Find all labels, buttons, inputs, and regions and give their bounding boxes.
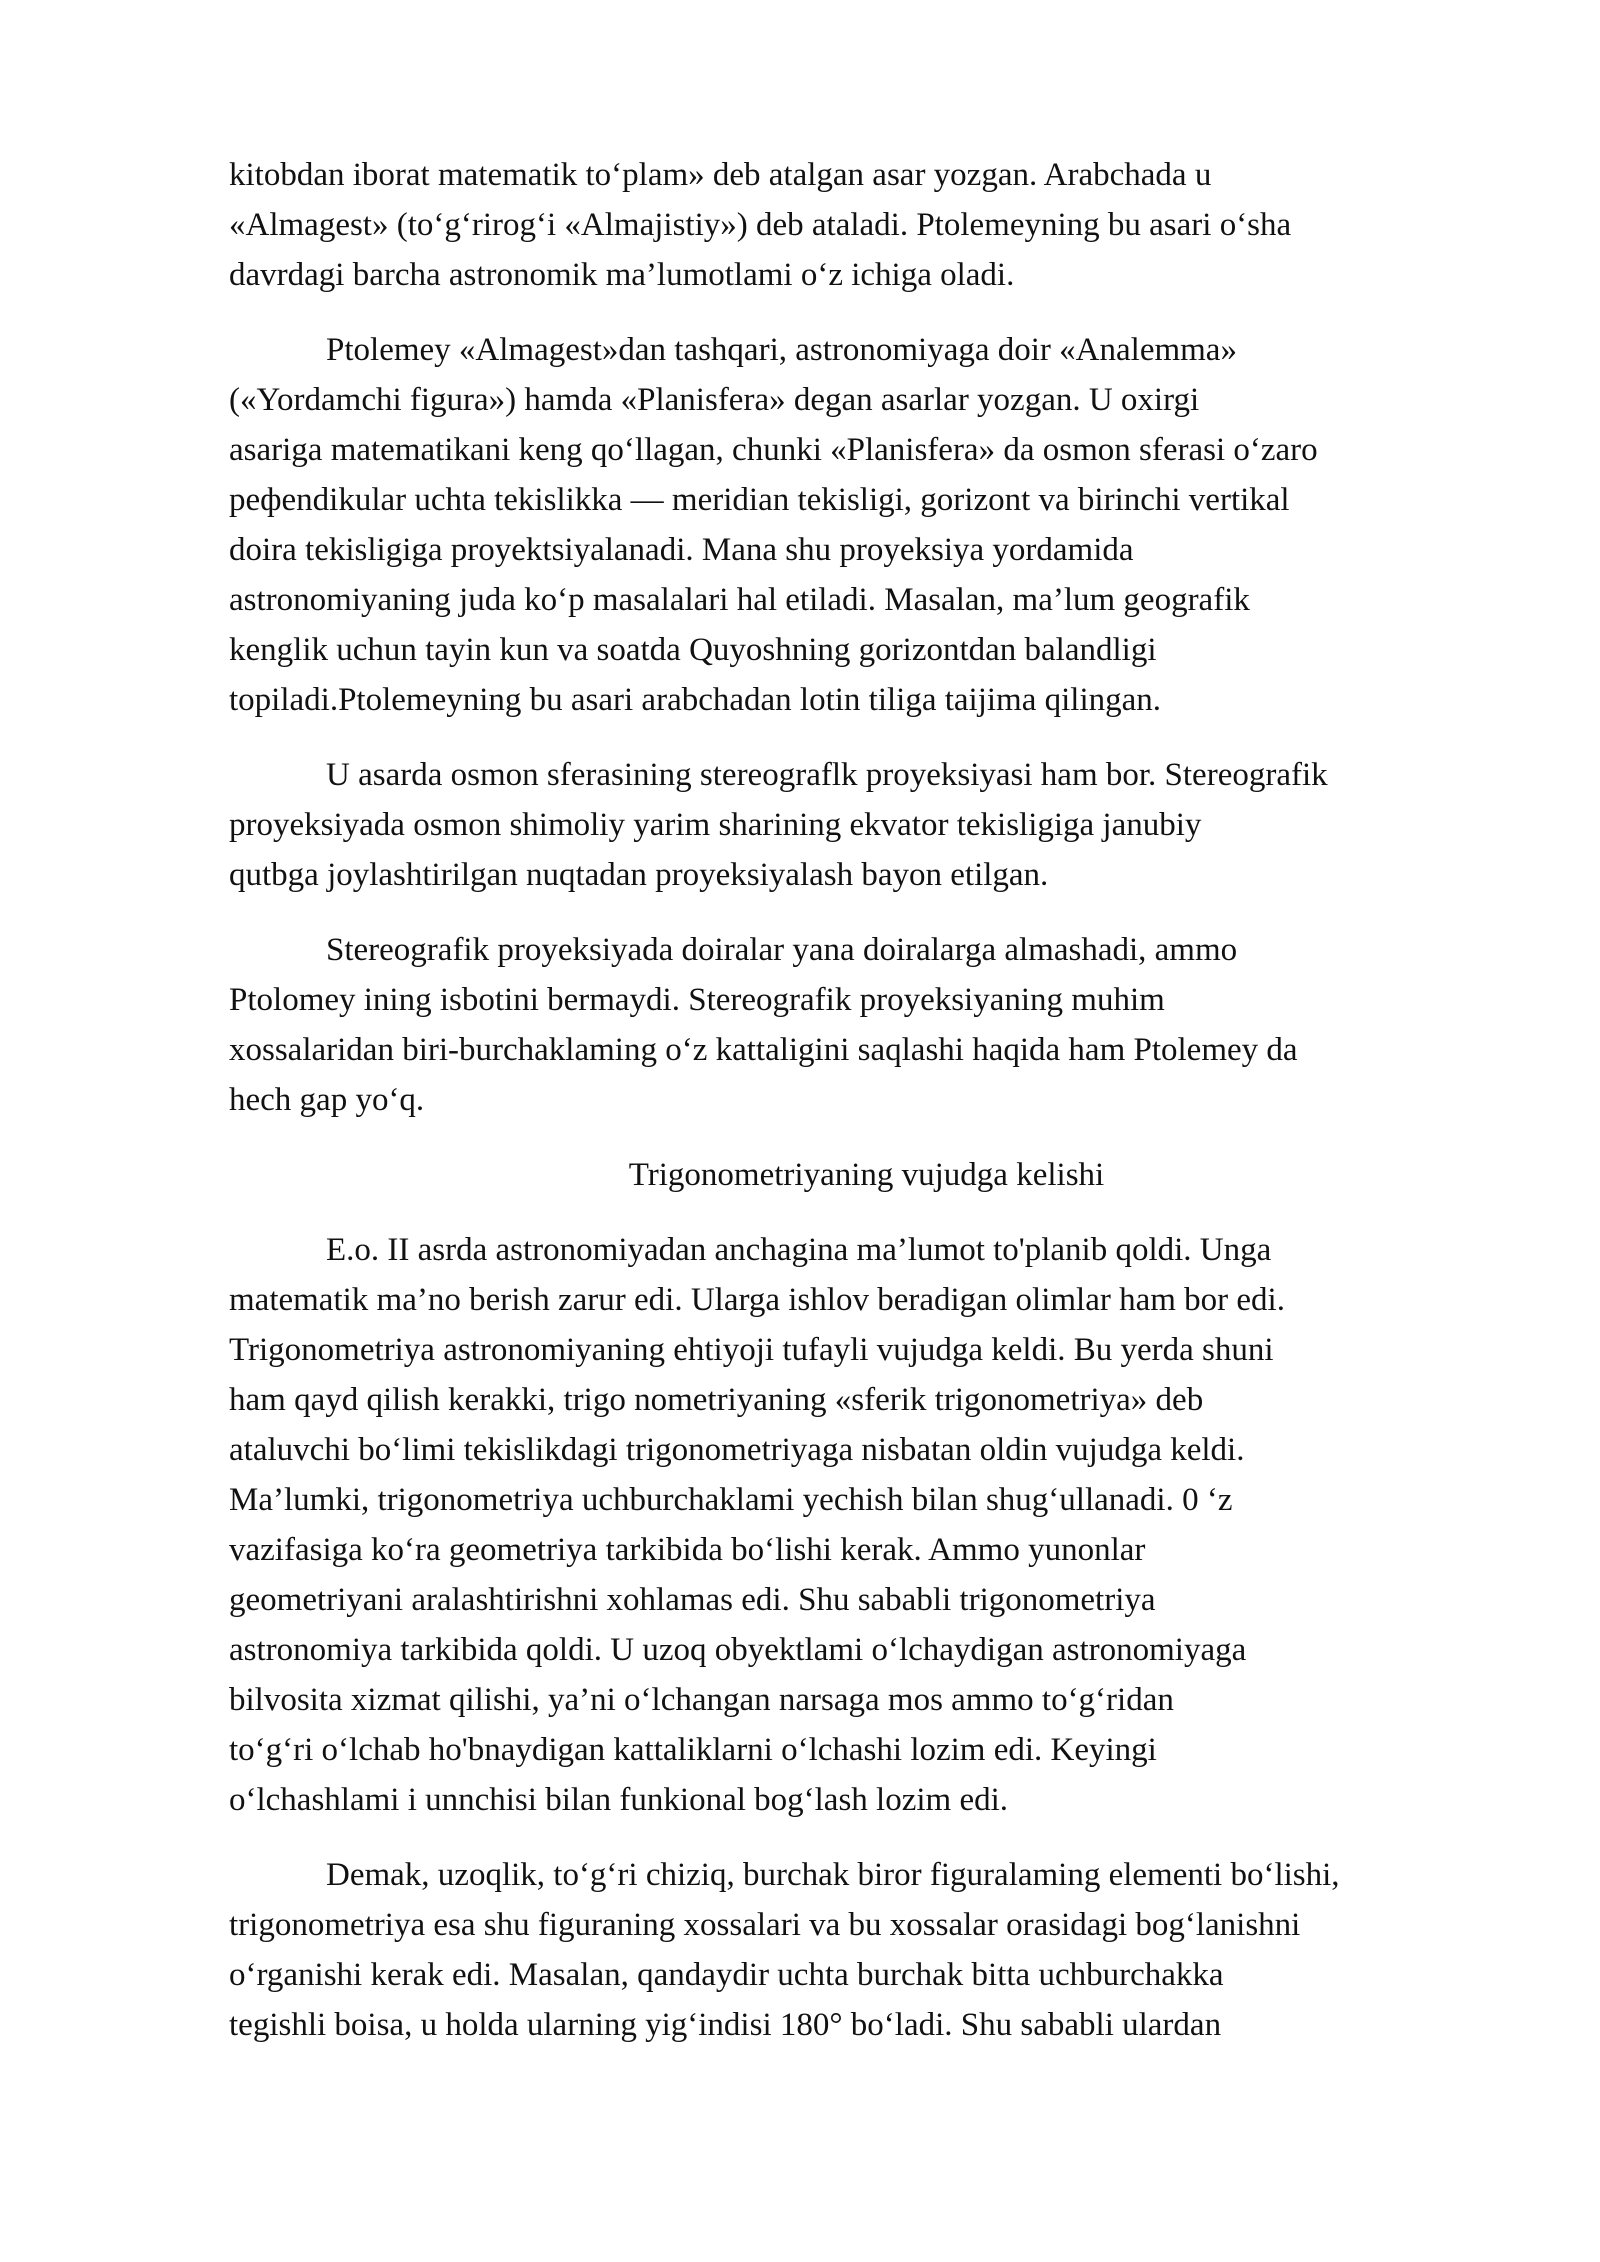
text-line: hech gap yo‘q. — [229, 1082, 425, 1118]
text-line: ataluvchi bo‘limi tekislikdagi trigonometriyaga nisbatan oldin vujudga keldi. — [229, 1432, 1245, 1468]
text-line: kenglik uchun tayin kun va soatda Quyoshning gorizontdan balandligi — [229, 632, 1157, 668]
text-line: proyeksiyada osmon shimoliy yarim sharining ekvator tekisligiga janubiy — [229, 807, 1202, 843]
text-line: Trigonometriya astronomiyaning ehtiyoji tufayli vujudga keldi. Bu yerda shuni — [229, 1332, 1274, 1368]
paragraph — [229, 1850, 1504, 2050]
text-line: U asarda osmon sferasining stereograflk proyeksiyasi ham bor. Stereografik — [326, 757, 1328, 793]
paragraph — [229, 925, 1504, 1125]
text-line: ham qayd qilish kerakki, trigo nometriyaning «sferik trigonometriya» deb — [229, 1382, 1204, 1418]
text-line: Demak, uzoqlik, to‘g‘ri chiziq, burchak biror figuralaming elementi bo‘lishi, — [326, 1857, 1340, 1893]
body-text-after-heading — [229, 1225, 1504, 2050]
text-line: asariga matematikani keng qo‘llagan, chunki «Planisfera» da osmon sferasi o‘zaro — [229, 432, 1318, 468]
text-line: o‘lchashlami i unnchisi bilan funkional bog‘lash lozim edi. — [229, 1782, 1009, 1818]
text-line: to‘g‘ri o‘lchab ho'bnaydigan kattaliklarni o‘lchashi lozim edi. Keyingi — [229, 1732, 1157, 1768]
text-line: astronomiyaning juda ko‘p masalalari hal etiladi. Masalan, ma’lum geografik — [229, 582, 1250, 618]
text-line: («Yordamchi figura») hamda «Planisfera» degan asarlar yozgan. U oxirgi — [229, 382, 1200, 418]
paragraph — [229, 150, 1504, 300]
text-line: tegishli boisa, u holda ularning yig‘indisi 180° bo‘ladi. Shu sababli ulardan — [229, 2007, 1222, 2043]
text-line: «Almagest» (to‘g‘rirog‘i «Almajistiy») deb ataladi. Ptolemeyning bu asari o‘sha — [229, 207, 1292, 243]
text-line: kitobdan iborat matematik to‘plam» deb atalgan asar yozgan. Arabchada u — [229, 157, 1212, 193]
text-line: matematik ma’no berish zarur edi. Ularga ishlov beradigan olimlar ham bor edi. — [229, 1282, 1285, 1318]
text-line: bilvosita xizmat qilishi, ya’ni o‘lchangan narsaga mos ammo to‘g‘ridan — [229, 1682, 1174, 1718]
text-line: Ma’lumki, trigonometriya uchburchaklami yechish bilan shug‘ullanadi. 0 ‘z — [229, 1482, 1233, 1518]
text-line: Ptolemey «Almagest»dan tashqari, astronomiyaga doir «Analemma» — [326, 332, 1237, 368]
text-line: astronomiya tarkibida qoldi. U uzoq obyektlami o‘lchaydigan astronomiyaga — [229, 1632, 1247, 1668]
body-text-before-heading — [229, 150, 1504, 1125]
text-line: topiladi.Ptolemeyning bu asari arabchadan lotin tiliga taijima qilingan. — [229, 682, 1162, 718]
text-line: o‘rganishi kerak edi. Masalan, qandaydir uchta burchak bitta uchburchakka — [229, 1957, 1224, 1993]
text-line: davrdagi barcha astronomik ma’lumotlami o‘z ichiga oladi. — [229, 257, 1015, 293]
text-line: E.o. II asrda astronomiyadan anchagina ma’lumot to'planib qoldi. Unga — [326, 1232, 1272, 1268]
text-line: xossalaridan biri-burchaklaming o‘z kattaligini saqlashi haqida ham Ptolemey da — [229, 1032, 1298, 1068]
text-line: Ptolomey ining isbotini bermaydi. Stereografik proyeksiyaning muhim — [229, 982, 1165, 1018]
text-line: vazifasiga ko‘ra geometriya tarkibida bo‘lishi kerak. Ammo yunonlar — [229, 1532, 1146, 1568]
section-heading: Trigonometriyaning vujudga kelishi — [628, 1157, 1105, 1193]
text-line: geometriyani aralashtirishni xohlamas edi. Shu sababli trigonometriya — [229, 1582, 1156, 1618]
paragraph — [229, 1225, 1504, 1825]
text-line: qutbga joylashtirilgan nuqtadan proyeksiyalash bayon etilgan. — [229, 857, 1049, 893]
text-line: Stereografik proyeksiyada doiralar yana doiralarga almashadi, ammo — [326, 932, 1238, 968]
text-line: peфendikular uchta tekislikka — meridian tekisligi, gorizont va birinchi vertikal — [229, 482, 1290, 518]
paragraph — [229, 750, 1504, 900]
text-line: doira tekisligiga proyektsiyalanadi. Mana shu proyeksiya yordamida — [229, 532, 1134, 568]
paragraph — [229, 325, 1504, 725]
text-line: trigonometriya esa shu figuraning xossalari va bu xossalar orasidagi bog‘lanishni — [229, 1907, 1301, 1943]
document-page — [229, 150, 1504, 2075]
